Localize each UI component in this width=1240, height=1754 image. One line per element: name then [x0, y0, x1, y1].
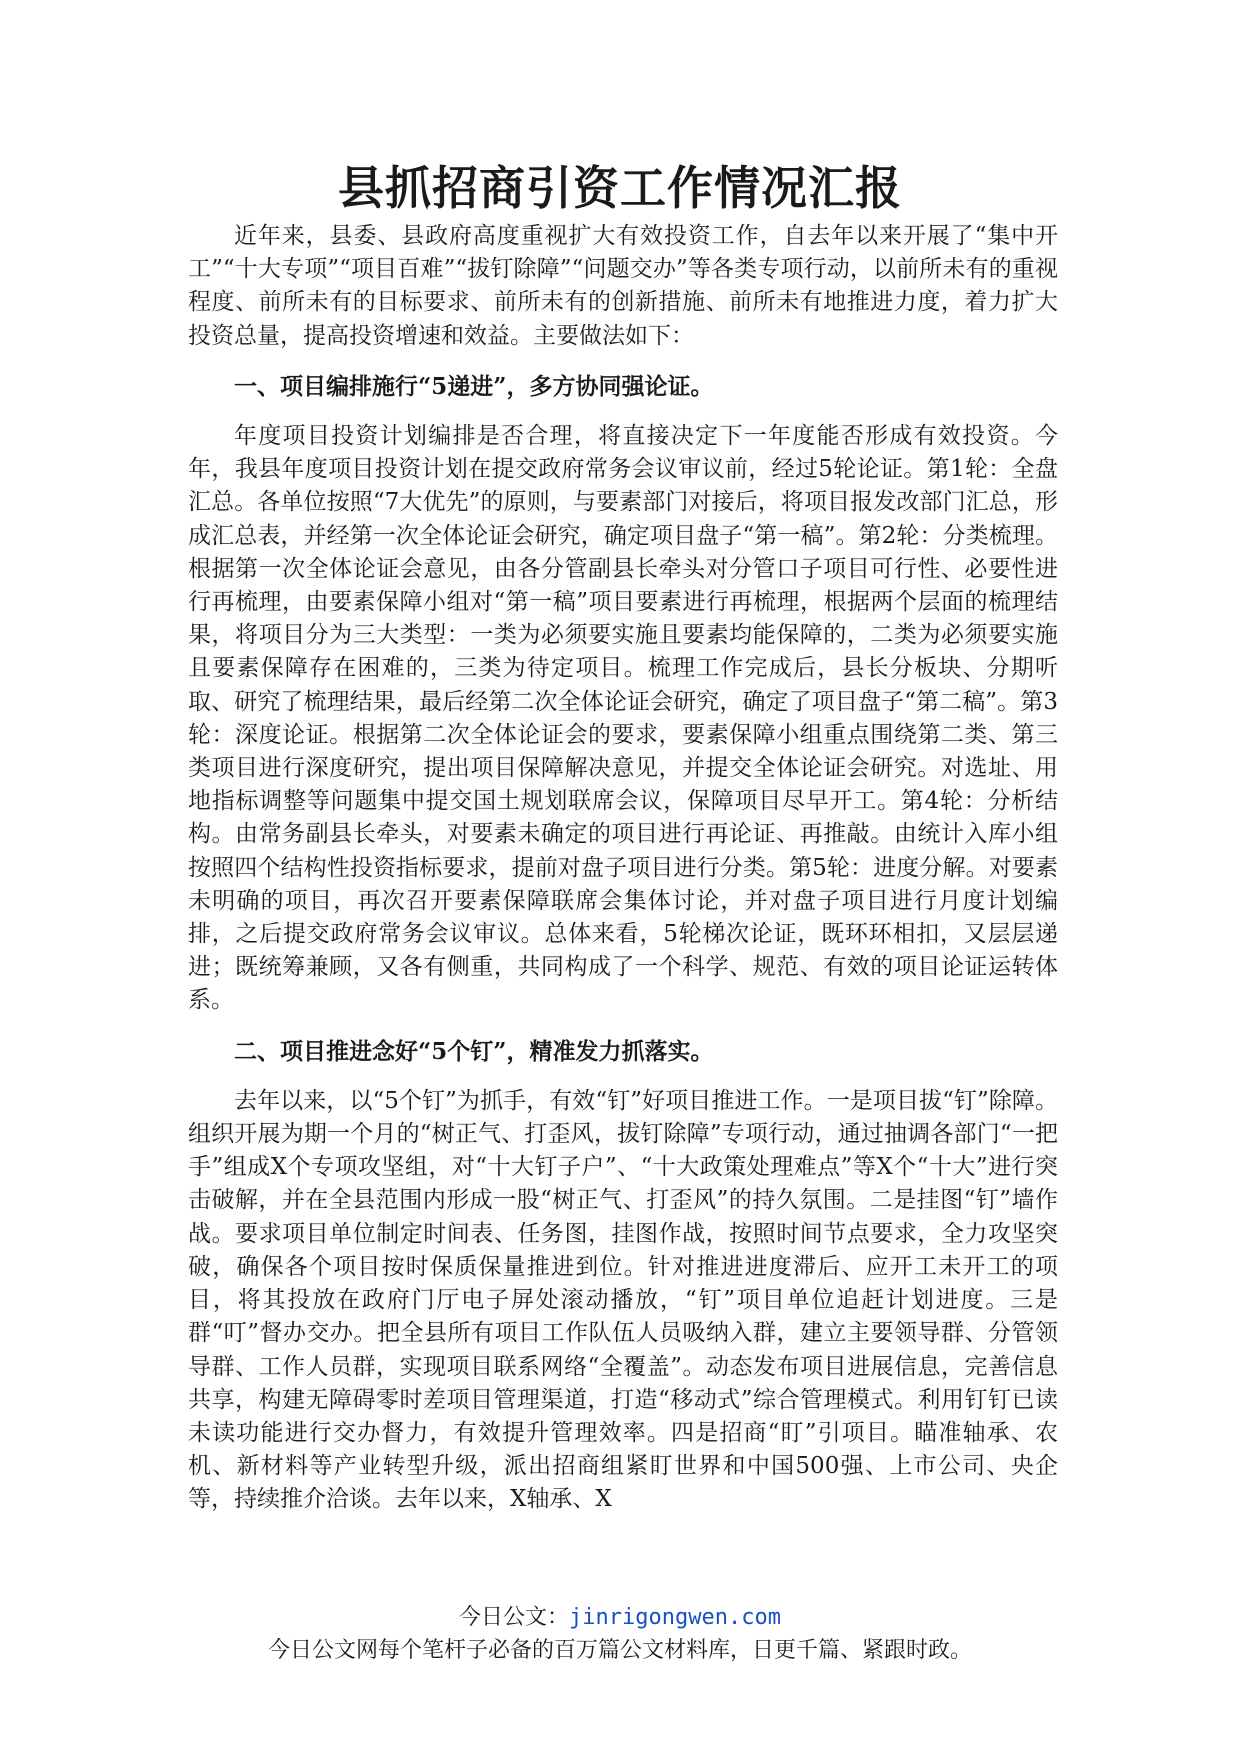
section-paragraph-2: 去年以来，以“5个钉”为抓手，有效“钉”好项目推进工作。一是项目拔“钉”除障。组织开展为期一个月的“树正气、打歪风，拔钉除障”专项行动，通过抽调各部门“一把手”组成X个专项攻坚组，对“十大钉子户”、“十大政策处理难点”等X个“十大”进行突击破解，并在全县范围内形成一股“树正气、打歪风”的持久氛围。二是挂图“钉”墙作战。要求项目单位制定时间表、任务图，挂图作战，按照时间节点要求，全力攻坚突破，确保各个项目按时保质保量推进到位。针对推进进度滞后、应开工未开工的项目，将其投放在政府门厅电子屏处滚动播放，“钉”项目单位追赶计划进度。三是群“叮”督办交办。把全县所有项目工作队伍人员吸纳入群，建立主要领导群、分管领导群、工作人员群，实现项目联系网络“全覆盖”。动态发布项目进展信息，完善信息共享，构建无障碍零时差项目管理渠道，打造“移动式”综合管理模式。利用钉钉已读未读功能进行交办督力，有效提升管理效率。四是招商“盯”引项目。瞄准轴承、农机、新材料等产业转型升级，派出招商组紧盯世界和中国500强、上市公司、央企等，持续推介洽谈。去年以来，X轴承、X — [188, 1087, 1058, 1513]
section-heading-1: 一、项目编排施行“5递进”，多方协同强论证。 — [234, 372, 714, 400]
footer-brand-label: 今日公文： — [459, 1605, 570, 1630]
section-paragraph-1: 年度项目投资计划编排是否合理，将直接决定下一年度能否形成有效投资。今年，我县年度项目投资计划在提交政府常务会议审议前，经过5轮论证。第1轮：全盘汇总。各单位按照“7大优先”的原则，与要素部门对接后，将项目报发改部门汇总，形成汇总表，并经第一次全体论证会研究，确定项目盘子“第一稿”。第2轮：分类梳理。根据第一次全体论证会意见，由各分管副县长牵头对分管口子项目可行性、必要性进行再梳理，由要素保障小组对“第一稿”项目要素进行再梳理，根据两个层面的梳理结果，将项目分为三大类型：一类为必须要实施且要素均能保障的，二类为必须要实施且要素保障存在困难的，三类为待定项目。梳理工作完成后，县长分板块、分期听取、研究了梳理结果，最后经第二次全体论证会研究，确定了项目盘子“第二稿”。第3轮：深度论证。根据第二次全体论证会的要求，要素保障小组重点围绕第二类、第三类项目进行深度研究，提出项目保障解决意见，并提交全体论证会研究。对选址、用地指标调整等问题集中提交国土规划联席会议，保障项目尽早开工。第4轮：分析结构。由常务副县长牵头，对要素未确定的项目进行再论证、再推敲。由统计入库小组按照四个结构性投资指标要求，提前对盘子项目进行分类。第5轮：进度分解。对要素未明确的项目，再次召开要素保障联席会集体讨论，并对盘子项目进行月度计划编排，之后提交政府常务会议审议。总体来看，5轮梯次论证，既环环相扣，又层层递进；既统筹兼顾，又各有侧重，共同构成了一个科学、规范、有效的项目论证运转体系。 — [188, 423, 1058, 1014]
footer-brand — [0, 1604, 1240, 1632]
document-body — [188, 220, 1058, 1517]
footer-site-link[interactable]: jinrigongwen.com — [569, 1605, 781, 1630]
section-heading-2: 二、项目推进念好“5个钉”，精准发力抓落实。 — [234, 1037, 714, 1065]
document-title: 县抓招商引资工作情况汇报 — [338, 161, 902, 215]
footer-slogan: 今日公文网每个笔杆子必备的百万篇公文材料库，日更千篇、紧跟时政。 — [267, 1638, 972, 1663]
intro-paragraph: 近年来，县委、县政府高度重视扩大有效投资工作，自去年以来开展了“集中开工”“十大专项”“项目百难”“拔钉除障”“问题交办”等各类专项行动，以前所未有的重视程度、前所未有的目标要求、前所未有的创新措施、前所未有地推进力度，着力扩大投资总量，提高投资增速和效益。主要做法如下： — [188, 223, 1058, 349]
